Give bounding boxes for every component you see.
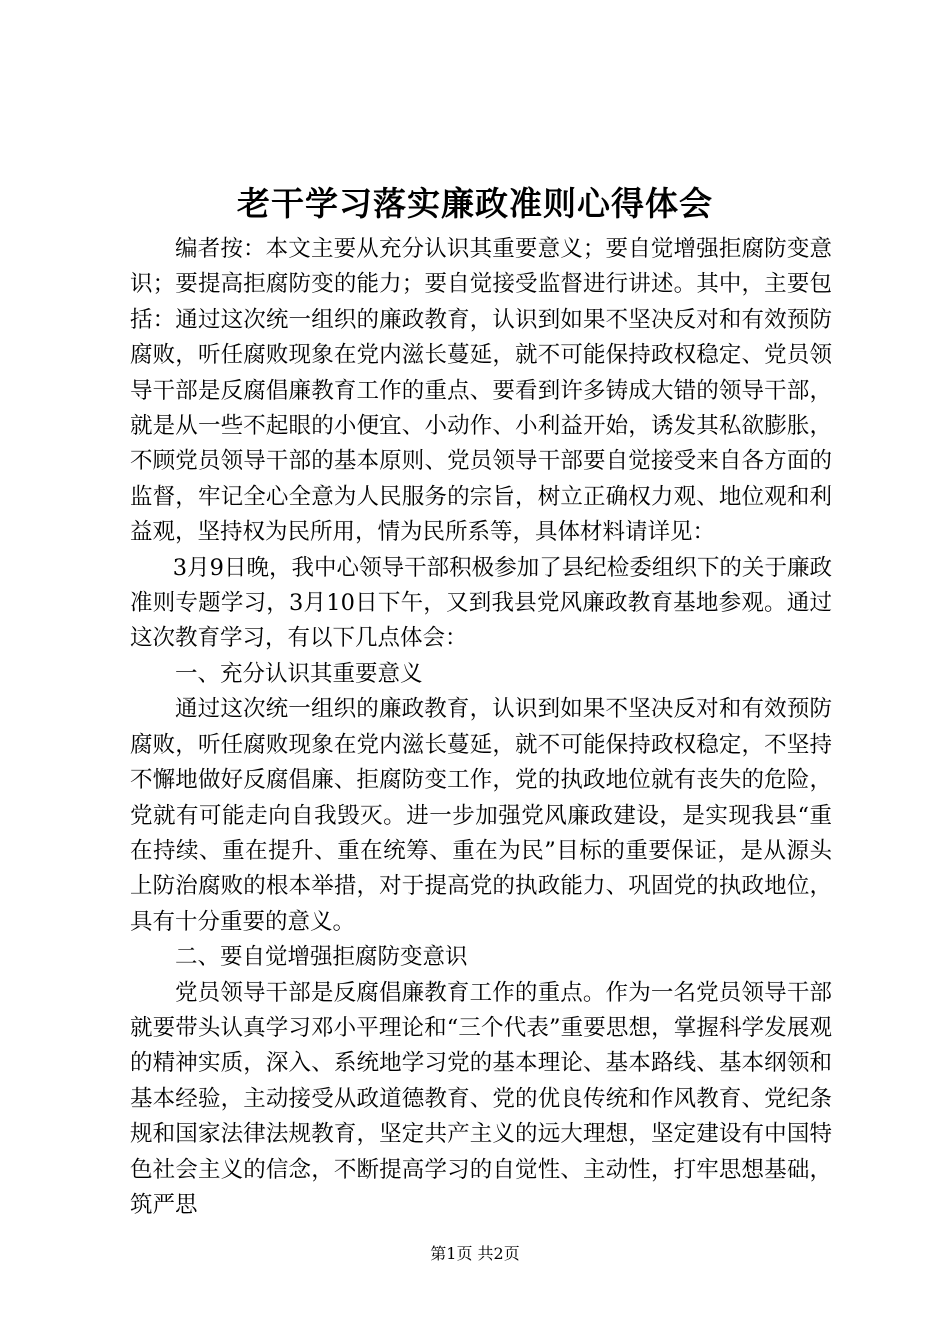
section-heading-1: 一、充分认识其重要意义 (175, 660, 423, 687)
intro-paragraph: 3月9日晚，我中心领导干部积极参加了县纪检委组织下的关于廉政准则专题学习，3月10日下午，又到我县党风廉政教育基地参观。通过这次教育学习，有以下几点体会： (130, 554, 832, 652)
section-2-paragraph: 党员领导干部是反腐倡廉教育工作的重点。作为一名党员领导干部就要带头认真学习邓小平理论和“三个代表”重要思想，掌握科学发展观的精神实质，深入、系统地学习党的基本理论、基本路线、基本纲领和基本经验，主动接受从政道德教育、党的优良传统和作风教育、党纪条规和国家法律法规教育，坚定共产主义的远大理想，坚定建设有中国特色社会主义的信念，不断提高学习的自觉性、主动性，打牢思想基础，筑严思 (130, 979, 832, 1218)
section-1-paragraph: 通过这次统一组织的廉政教育，认识到如果不坚决反对和有效预防腐败，听任腐败现象在党内滋长蔓延，就不可能保持政权稳定，不坚持不懈地做好反腐倡廉、拒腐防变工作，党的执政地位就有丧失的危险，党就有可能走向自我毁灭。进一步加强党风廉政建设，是实现我县“重在持续、重在提升、重在统筹、重在为民”目标的重要保证，是从源头上防治腐败的根本举措，对于提高党的执政能力、巩固党的执政地位，具有十分重要的意义。 (130, 696, 832, 935)
document-body (130, 232, 832, 1223)
document-title: 老干学习落实廉政准则心得体会 (237, 184, 713, 223)
editor-note-paragraph: 编者按：本文主要从充分认识其重要意义；要自觉增强拒腐防变意识；要提高拒腐防变的能力；要自觉接受监督进行讲述。其中，主要包括：通过这次统一组织的廉政教育，认识到如果不坚决反对和有效预防腐败，听任腐败现象在党内滋长蔓延，就不可能保持政权稳定、党员领导干部是反腐倡廉教育工作的重点、要看到许多铸成大错的领导干部，就是从一些不起眼的小便宜、小动作、小利益开始，诱发其私欲膨胀，不顾党员领导干部的基本原则、党员领导干部要自觉接受来自各方面的监督，牢记全心全意为人民服务的宗旨，树立正确权力观、地位观和利益观，坚持权为民所用，情为民所系等，具体材料请详见： (130, 236, 832, 546)
page-number-footer: 第1页 共2页 (430, 1244, 520, 1263)
section-heading-2: 二、要自觉增强拒腐防变意识 (175, 944, 468, 971)
